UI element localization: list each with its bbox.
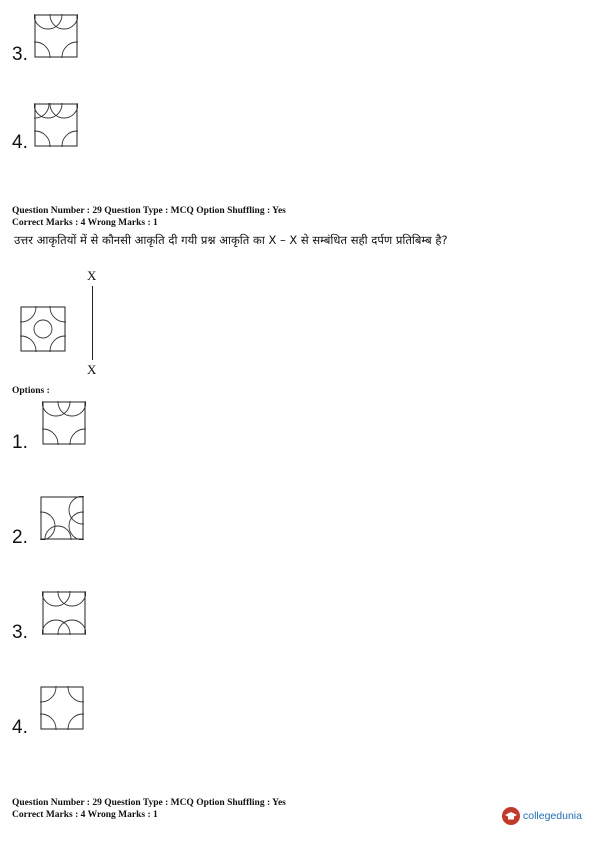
option-figure-1[interactable] xyxy=(42,401,86,445)
options-heading: Options : xyxy=(12,386,50,396)
footer-meta xyxy=(12,797,286,821)
question-meta-line1: Question Number : 29 Question Type : MCQ Option Shuffling : Yes xyxy=(12,206,286,216)
option-figure-3[interactable] xyxy=(42,591,86,635)
option-figure-4[interactable] xyxy=(40,686,84,730)
option-label-4-prev: 4. xyxy=(12,132,28,153)
question-meta-line2: Correct Marks : 4 Wrong Marks : 1 xyxy=(12,218,158,228)
option-label-1: 1. xyxy=(12,432,28,453)
collegedunia-logo xyxy=(502,807,582,825)
option-figure-3-prev xyxy=(34,14,78,58)
mirror-line xyxy=(92,286,93,360)
option-figure-2[interactable] xyxy=(40,496,84,540)
footer-meta-line2: Correct Marks : 4 Wrong Marks : 1 xyxy=(12,810,158,820)
logo-text: collegedunia xyxy=(523,810,582,822)
option-label-3: 3. xyxy=(12,622,28,643)
option-figure-4-prev xyxy=(34,103,78,147)
option-label-3-prev: 3. xyxy=(12,44,28,65)
graduation-cap-icon xyxy=(502,807,520,825)
footer-meta-line1: Question Number : 29 Question Type : MCQ Option Shuffling : Yes xyxy=(12,798,286,808)
mirror-label-top: X xyxy=(87,268,97,283)
question-meta xyxy=(12,205,286,229)
question-text: उत्तर आकृतियों में से कौनसी आकृति दी गयी प्रश्न आकृति का X – X से सम्बंधित सही दर्पण प्रतिबिम्ब है? xyxy=(14,233,448,247)
mirror-label-bottom: X xyxy=(87,362,97,377)
option-label-4: 4. xyxy=(12,717,28,738)
option-label-2: 2. xyxy=(12,527,28,548)
question-figure xyxy=(20,306,66,352)
